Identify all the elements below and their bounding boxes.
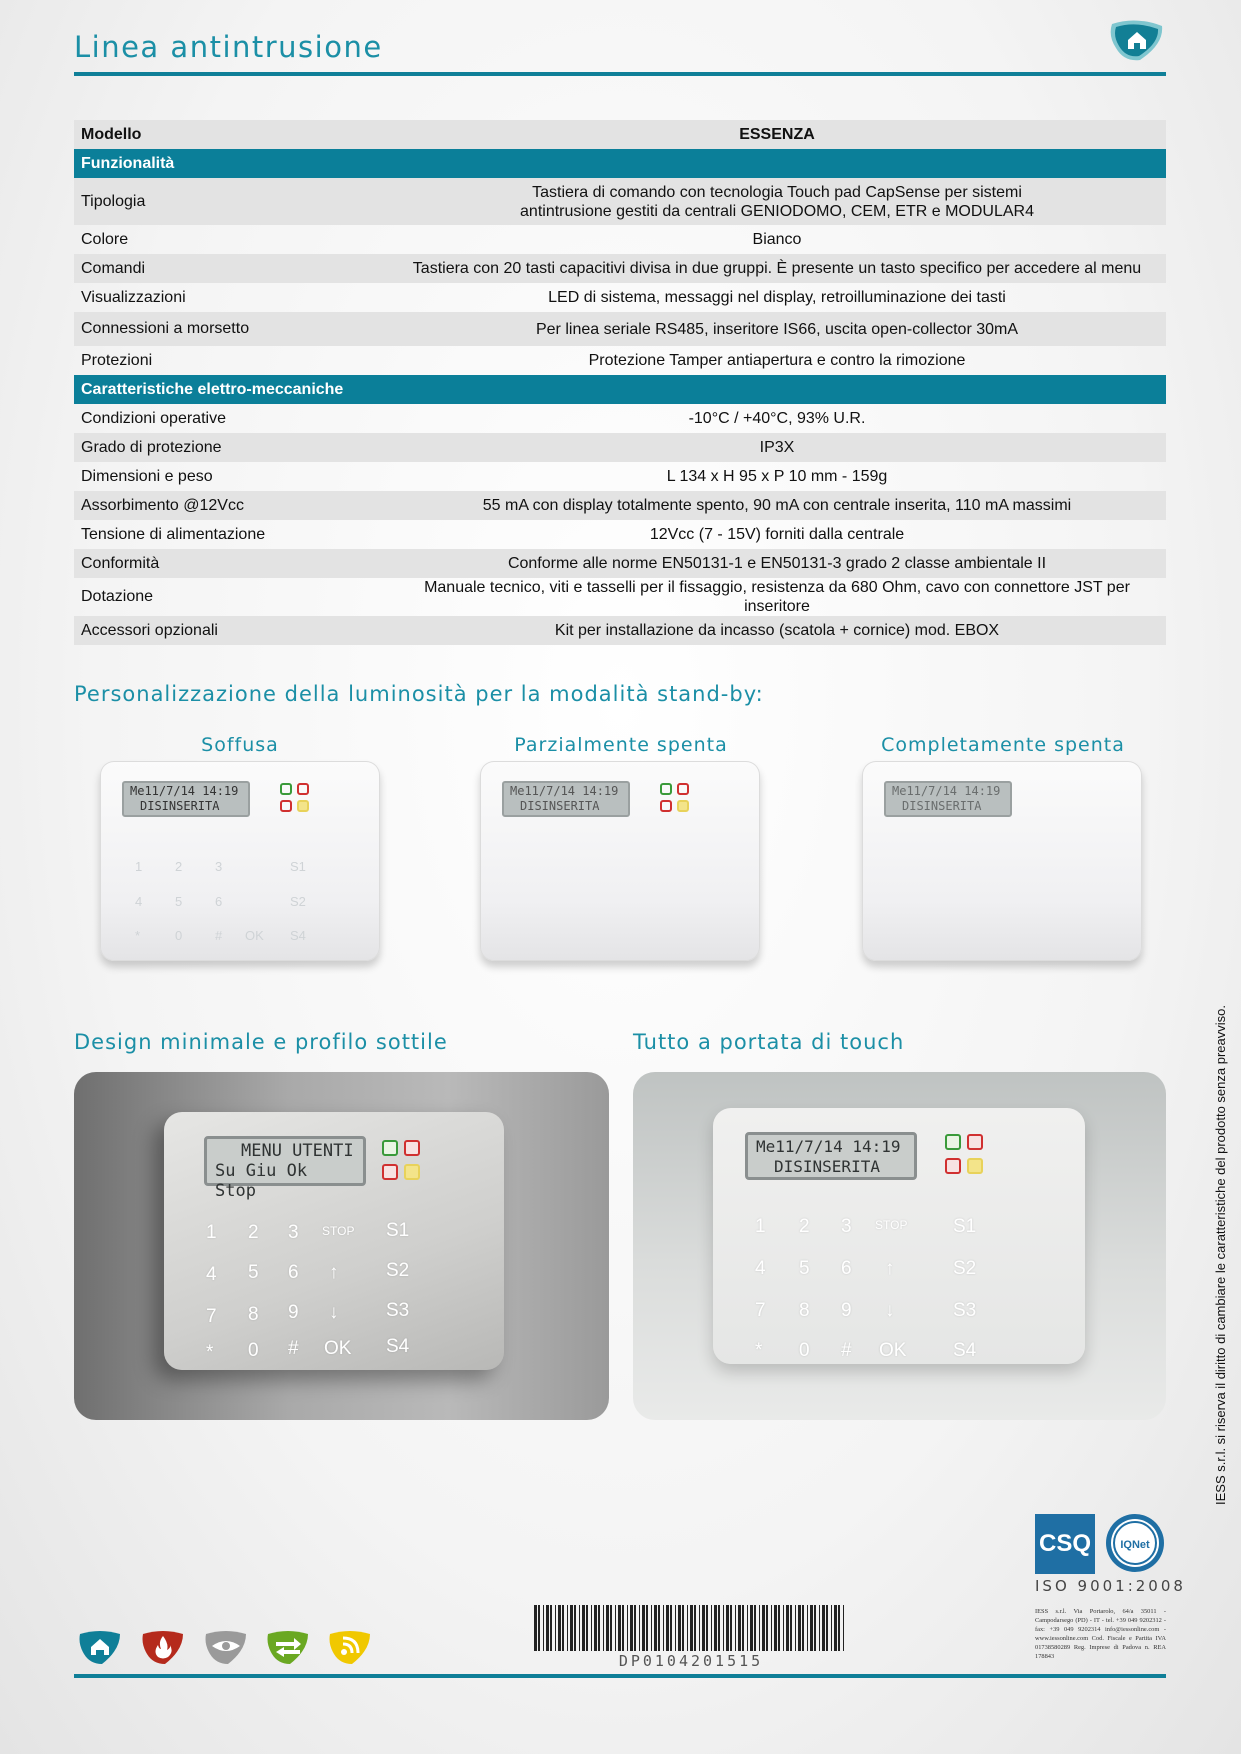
key-down: ↓ (329, 1302, 339, 1323)
home-icon[interactable] (76, 1628, 124, 1666)
iqnet-seal-icon (1106, 1514, 1164, 1572)
key-2: 2 (175, 859, 183, 874)
csq-text: CSQ (1038, 1530, 1091, 1557)
barcode-bar (702, 1605, 705, 1651)
barcode-bar (711, 1605, 712, 1651)
keypad-soffusa-image (100, 761, 380, 961)
table-row (74, 433, 1166, 462)
key-hash: # (288, 1338, 299, 1359)
row-label: Grado di protezione (74, 433, 388, 462)
barcode-bar (630, 1605, 633, 1651)
mode-label-parzialmente: Parzialmente spenta (514, 734, 728, 756)
barcode-bar (642, 1605, 645, 1651)
display-line-1: Me11/7/14 14:19 (510, 784, 619, 798)
key-7: 7 (206, 1306, 217, 1327)
barcode-bar (814, 1605, 816, 1651)
eye-icon[interactable] (202, 1628, 250, 1666)
model-label: Modello (74, 120, 388, 149)
row-value: 55 mA con display totalmente spento, 90 mA con centrale inserita, 110 mA massimi (388, 491, 1166, 520)
barcode-bar (783, 1605, 784, 1651)
barcode-bar (802, 1605, 804, 1651)
row-label: Accessori opzionali (74, 616, 388, 645)
display-line-2: Su Giu Ok Stop (215, 1161, 308, 1201)
barcode-bar (678, 1605, 681, 1651)
key-up: ↑ (885, 1258, 895, 1279)
key-1: 1 (135, 859, 143, 874)
key-s3: S3 (386, 1300, 410, 1321)
yellow-led-icon (297, 800, 309, 812)
barcode-bar (838, 1605, 840, 1651)
barcode-bar (798, 1605, 801, 1651)
key-star: * (206, 1342, 214, 1363)
lock-led-icon (280, 800, 292, 812)
key-ok: OK (245, 928, 264, 943)
barcode-bar (610, 1605, 612, 1651)
barcode-bar (558, 1605, 561, 1651)
key-stop: STOP (322, 1224, 355, 1238)
table-row (74, 491, 1166, 520)
key-9: 9 (288, 1302, 299, 1323)
keypad-display (502, 781, 630, 817)
key-5: 5 (799, 1258, 810, 1279)
section-title: Caratteristiche elettro-meccaniche (74, 375, 1166, 404)
table-row (74, 254, 1166, 283)
barcode-bar (579, 1605, 580, 1651)
barcode-bar (663, 1605, 664, 1651)
red-led-icon (297, 783, 309, 795)
key-up: ↑ (329, 1262, 339, 1283)
touch-heading: Tutto a portata di touch (633, 1030, 905, 1054)
row-value: -10°C / +40°C, 93% U.R. (688, 410, 866, 427)
barcode-bar (651, 1605, 652, 1651)
display-line-1: Me11/7/14 14:19 (892, 784, 1001, 798)
key-s1: S1 (386, 1220, 410, 1241)
barcode-bar (591, 1605, 592, 1651)
row-value: IP3X (388, 433, 1166, 462)
table-row (74, 520, 1166, 549)
barcode-bar (555, 1605, 556, 1651)
barcode-bar (654, 1605, 657, 1651)
touch-photo (633, 1072, 1166, 1420)
barcode-bar (771, 1605, 772, 1651)
table-row (74, 616, 1166, 645)
row-label: Colore (81, 230, 129, 248)
yellow-led-icon (967, 1158, 983, 1174)
disclaimer-note: IESS s.r.l. si riserva il diritto di cambiare le caratteristiche del prodotto senza preavviso. (1213, 1005, 1228, 1505)
row-value: Per linea seriale RS485, inseritore IS66, uscita open-collector 30mA (388, 312, 1166, 346)
key-6: 6 (841, 1258, 852, 1279)
red-led-icon (677, 783, 689, 795)
keypad-photo (713, 1108, 1085, 1364)
table-row (74, 462, 1166, 491)
arrows-icon[interactable] (264, 1628, 312, 1666)
barcode-bar (570, 1605, 573, 1651)
key-8: 8 (248, 1304, 259, 1325)
row-value: Conforme alle norme EN50131-1 e EN50131-3 grado 2 classe ambientale II (388, 549, 1166, 578)
row-value: Kit per installazione da incasso (scatola + cornice) mod. EBOX (388, 616, 1166, 645)
barcode-bar (723, 1605, 724, 1651)
table-row (74, 225, 1166, 254)
barcode-bar (606, 1605, 609, 1651)
barcode-bar (594, 1605, 597, 1651)
table-row (74, 283, 1166, 312)
barcode-bar (754, 1605, 756, 1651)
barcode-bar (675, 1605, 676, 1651)
key-2: 2 (799, 1216, 810, 1237)
display-line-1: Me11/7/14 14:19 (130, 784, 239, 798)
barcode-bar (834, 1605, 837, 1651)
barcode-bar (582, 1605, 585, 1651)
green-led-icon (660, 783, 672, 795)
key-9: 9 (841, 1300, 852, 1321)
mode-label-completamente: Completamente spenta (881, 734, 1125, 756)
key-s2: S2 (386, 1260, 410, 1281)
company-address: IESS s.r.l. Via Portarolo, 64/a 35011 - Campodarsego (PD) - IT - tel. +39 049 9202312 - fax: +39 049 9202314 info@iessonline.com - www.iessonline.com Cod. Fiscale e Partita IVA 01738580289 Reg. Imprese di Padova n. REA 178843 (1035, 1608, 1166, 1660)
display-line-1: Me11/7/14 14:19 (756, 1137, 901, 1156)
display-line-2: DISINSERITA (774, 1157, 880, 1176)
keypad-completamente-image (862, 761, 1142, 961)
barcode-bar (646, 1605, 648, 1651)
barcode-bar (786, 1605, 789, 1651)
row-value: 12Vcc (7 - 15V) forniti dalla centrale (649, 526, 905, 543)
green-led-icon (945, 1134, 961, 1150)
barcode-bar (615, 1605, 616, 1651)
barcode-bar (762, 1605, 765, 1651)
key-3: 3 (841, 1216, 852, 1237)
row-value: Protezione Tamper antiapertura e contro la rimozione (588, 352, 966, 369)
red-led-icon (967, 1134, 983, 1150)
row-value: Manuale tecnico, viti e tasselli per il fissaggio, resistenza da 680 Ohm, cavo con connettore JST per inseritore (424, 579, 1130, 615)
barcode-bar (699, 1605, 700, 1651)
barcode-bar (622, 1605, 624, 1651)
key-8: 8 (799, 1300, 810, 1321)
mode-label-soffusa: Soffusa (201, 734, 279, 756)
table-row (74, 346, 1166, 375)
key-stop: STOP (875, 1218, 908, 1232)
row-label: Protezioni (81, 351, 153, 369)
barcode-bar (567, 1605, 568, 1651)
barcode-bar (774, 1605, 777, 1651)
iso-label: ISO 9001:2008 (1035, 1577, 1186, 1595)
section-header (74, 375, 1166, 404)
barcode-image (532, 1605, 850, 1653)
barcode-bar (747, 1605, 748, 1651)
header-divider (74, 72, 1166, 76)
design-heading: Design minimale e profilo sottile (74, 1030, 448, 1054)
key-star: * (755, 1340, 763, 1361)
key-s4: S4 (386, 1336, 410, 1357)
barcode-bar (766, 1605, 768, 1651)
row-label: Comandi (74, 254, 388, 283)
key-s2: S2 (290, 894, 306, 909)
key-6: 6 (288, 1262, 299, 1283)
row-value: Bianco (752, 231, 802, 248)
key-1: 1 (206, 1222, 217, 1243)
wifi-icon[interactable] (326, 1628, 374, 1666)
model-value: ESSENZA (388, 120, 1166, 149)
key-0: 0 (248, 1340, 259, 1361)
barcode-bar (694, 1605, 696, 1651)
key-s1: S1 (953, 1216, 977, 1237)
key-3: 3 (288, 1222, 299, 1243)
barcode-bar (718, 1605, 720, 1651)
key-s3: S3 (953, 1300, 977, 1321)
row-value: L 134 x H 95 x P 10 mm - 159g (666, 468, 888, 485)
barcode-bar (574, 1605, 576, 1651)
barcode-bar (810, 1605, 813, 1651)
barcode-bar (706, 1605, 708, 1651)
row-label: Connessioni a morsetto (74, 312, 388, 346)
barcode-bar (807, 1605, 808, 1651)
barcode-bar (639, 1605, 640, 1651)
key-s1: S1 (290, 859, 306, 874)
red-led-icon (404, 1140, 420, 1156)
key-s4: S4 (953, 1340, 977, 1361)
row-value: Tastiera con 20 tasti capacitivi divisa in due gruppi. È presente un tasto specifico per accedere al menu (388, 254, 1166, 283)
lock-led-icon (660, 800, 672, 812)
barcode-bar (819, 1605, 820, 1651)
barcode-bar (826, 1605, 828, 1651)
key-5: 5 (248, 1262, 259, 1283)
iqnet-text: IQNet (1120, 1539, 1150, 1551)
barcode-bar (750, 1605, 753, 1651)
barcode-bar (759, 1605, 760, 1651)
csq-logo (1035, 1514, 1095, 1574)
barcode-bar (778, 1605, 780, 1651)
barcode-bar (735, 1605, 736, 1651)
barcode-bar (843, 1605, 844, 1651)
key-hash: # (215, 928, 223, 943)
table-row (74, 549, 1166, 578)
barcode-bar (690, 1605, 693, 1651)
fire-icon[interactable] (139, 1628, 187, 1666)
barcode-bar (618, 1605, 621, 1651)
keypad-parzialmente-image (480, 761, 760, 961)
key-0: 0 (799, 1340, 810, 1361)
key-ok: OK (879, 1340, 907, 1361)
barcode-bar (831, 1605, 832, 1651)
lock-led-icon (382, 1164, 398, 1180)
keypad-display (745, 1132, 917, 1180)
barcode-bar (603, 1605, 604, 1651)
key-4: 4 (755, 1258, 766, 1279)
keypad-display (884, 781, 1012, 817)
barcode-bar (543, 1605, 544, 1651)
barcode-bar (546, 1605, 549, 1651)
key-6: 6 (215, 894, 223, 909)
section-title: Funzionalità (74, 149, 1166, 178)
barcode-bar (586, 1605, 588, 1651)
key-down: ↓ (885, 1300, 895, 1321)
barcode-bar (714, 1605, 717, 1651)
barcode-bar (534, 1605, 537, 1651)
iqnet-logo (1106, 1514, 1164, 1572)
barcode-bar (550, 1605, 552, 1651)
key-star: * (135, 928, 141, 943)
display-line-2: DISINSERITA (520, 799, 600, 813)
row-value: Tastiera di comando con tecnologia Touch pad CapSense per sistemi antintrusione gestiti da centrali GENIODOMO, CEM, ETR e MODULAR4 (388, 178, 1166, 225)
footer-divider (74, 1674, 1166, 1678)
row-value: LED di sistema, messaggi nel display, retroilluminazione dei tasti (548, 289, 1006, 306)
table-row (74, 578, 1166, 616)
barcode-bar (738, 1605, 741, 1651)
key-s4: S4 (290, 928, 306, 943)
barcode-number: DP0104201515 (618, 1652, 764, 1670)
barcode-bar (598, 1605, 600, 1651)
barcode-bar (726, 1605, 729, 1651)
barcode-bar (658, 1605, 660, 1651)
barcode-bar (682, 1605, 684, 1651)
row-label: Condizioni operative (81, 409, 226, 427)
row-label: Dimensioni e peso (81, 467, 213, 485)
brightness-heading: Personalizzazione della luminosità per la modalità stand-by: (74, 682, 764, 706)
green-led-icon (382, 1140, 398, 1156)
section-header (74, 149, 1166, 178)
barcode-bar (730, 1605, 732, 1651)
keypad-display (122, 781, 250, 817)
display-line-1: MENU UTENTI (241, 1141, 354, 1161)
barcode-bar (562, 1605, 564, 1651)
key-ok: OK (324, 1338, 352, 1359)
key-0: 0 (175, 928, 183, 943)
barcode-bar (634, 1605, 636, 1651)
barcode-bar (687, 1605, 688, 1651)
barcode-bar (627, 1605, 628, 1651)
key-3: 3 (215, 859, 223, 874)
table-row (74, 404, 1166, 433)
key-s2: S2 (953, 1258, 977, 1279)
green-led-icon (280, 783, 292, 795)
keypad-photo (164, 1112, 504, 1370)
lock-led-icon (945, 1158, 961, 1174)
key-2: 2 (248, 1222, 259, 1243)
row-label: Conformità (74, 549, 388, 578)
page-title: Linea antintrusione (74, 30, 383, 64)
barcode-bar (795, 1605, 796, 1651)
keypad-display (204, 1136, 366, 1201)
row-label: Tipologia (74, 178, 388, 225)
spec-table (74, 120, 1166, 645)
design-photo (74, 1072, 609, 1420)
key-1: 1 (755, 1216, 766, 1237)
barcode-bar (538, 1605, 540, 1651)
barcode-bar (670, 1605, 672, 1651)
row-label: Dotazione (81, 588, 154, 605)
key-5: 5 (175, 894, 183, 909)
yellow-led-icon (677, 800, 689, 812)
row-label: Tensione di alimentazione (81, 525, 266, 543)
display-line-2: DISINSERITA (140, 799, 220, 813)
barcode-bar (742, 1605, 744, 1651)
barcode-bar (822, 1605, 825, 1651)
table-row (74, 178, 1166, 225)
barcode-bar (666, 1605, 669, 1651)
display-line-2: DISINSERITA (902, 799, 982, 813)
key-4: 4 (206, 1264, 217, 1285)
yellow-led-icon (404, 1164, 420, 1180)
row-label: Visualizzazioni (81, 288, 186, 306)
home-icon[interactable] (1106, 18, 1166, 64)
key-hash: # (841, 1340, 852, 1361)
key-4: 4 (135, 894, 143, 909)
table-header-row (74, 120, 1166, 149)
row-label: Assorbimento @12Vcc (74, 491, 388, 520)
table-row (74, 312, 1166, 346)
barcode-bar (790, 1605, 792, 1651)
key-7: 7 (755, 1300, 766, 1321)
